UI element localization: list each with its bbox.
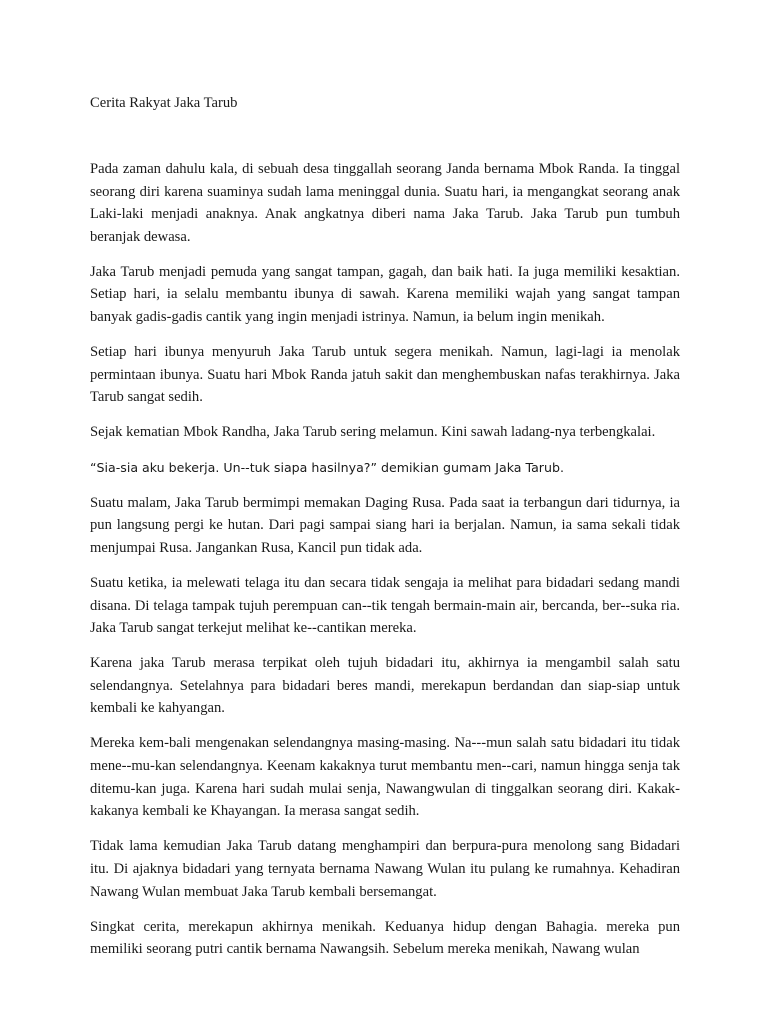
paragraph-7: Suatu ketika, ia melewati telaga itu dan secara tidak sengaja ia melihat para bidadari sedang mandi disana. Di telaga tampak tujuh perempuan can--tik tengah bermain-main air, bercanda, ber--suka ria. Jaka Tarub sangat terkejut melihat ke--cantikan mereka. [90, 574, 680, 637]
paragraph-2: Jaka Tarub menjadi pemuda yang sangat tampan, gagah, dan baik hati. Ia juga memiliki kesaktian. Setiap hari, ia selalu membantu ibunya di sawah. Karena memiliki wajah yang sangat tampan banyak gadis-gadis cantik yang ingin menjadi istrinya. Namun, ia belum ingin menikah. [90, 263, 680, 326]
document-title: Cerita Rakyat Jaka Tarub [90, 95, 238, 111]
paragraph-1: Pada zaman dahulu kala, di sebuah desa tinggallah seorang Janda bernama Mbok Randa. Ia tinggal seorang diri karena suaminya sudah lama meninggal dunia. Suatu hari, ia mengangkat seorang anak Laki-laki menjadi anaknya. Anak angkatnya diberi nama Jaka Tarub. Jaka Tarub pun tumbuh beranjak dewasa. [90, 161, 680, 245]
paragraph-11: Singkat cerita, merekapun akhirnya menikah. Keduanya hidup dengan Bahagia. mereka pun memiliki seorang putri cantik bernama Nawangsih. Sebelum mereka menikah, Nawang wulan [90, 918, 680, 958]
paragraph-10: Tidak lama kemudian Jaka Tarub datang menghampiri dan berpura-pura menolong sang Bidadari itu. Di ajaknya bidadari yang ternyata bernama Nawang Wulan itu pulang ke rumahnya. Kehadiran Nawang Wulan membuat Jaka Tarub kembali bersemangat. [90, 838, 680, 900]
paragraph-6: Suatu malam, Jaka Tarub bermimpi memakan Daging Rusa. Pada saat ia terbangun dari tidurnya, ia pun langsung pergi ke hutan. Dari pagi sampai siang hari ia berjalan. Namun, ia sama sekali tidak menjumpai Rusa. Jangankan Rusa, Kancil pun tidak ada. [90, 494, 680, 556]
paragraph-3: Setiap hari ibunya menyuruh Jaka Tarub untuk segera menikah. Namun, lagi-lagi ia menolak permintaan ibunya. Suatu hari Mbok Randa jatuh sakit dan menghembuskan nafas terakhirnya. Jaka Tarub sangat sedih. [90, 344, 680, 406]
paragraph-9: Mereka kem-bali mengenakan selendangnya masing-masing. Na---mun salah satu bidadari itu tidak mene--mu-kan selendangnya. Keenam kakaknya turut membantu men--cari, namun hingga senja tak ditemu-kan juga. Karena hari sudah mulai senja, Nawangwulan di tinggalkan seorang diri. Kakak-kakanya kembali ke Khayangan. Ia merasa sangat sedih. [90, 735, 680, 820]
paragraph-5-quote: “Sia-sia aku bekerja. Un--tuk siapa hasilnya?” demikian gumam Jaka Tarub. [90, 459, 564, 475]
document-page [90, 92, 680, 973]
paragraph-4: Sejak kematian Mbok Randha, Jaka Tarub sering melamun. Kini sawah ladang-nya terbengkalai. [90, 424, 656, 441]
paragraph-8: Karena jaka Tarub merasa terpikat oleh tujuh bidadari itu, akhirnya ia mengambil salah satu selendangnya. Setelahnya para bidadari beres mandi, merekapun berdandan dan siap-siap untuk kembali ke kahyangan. [90, 655, 680, 717]
